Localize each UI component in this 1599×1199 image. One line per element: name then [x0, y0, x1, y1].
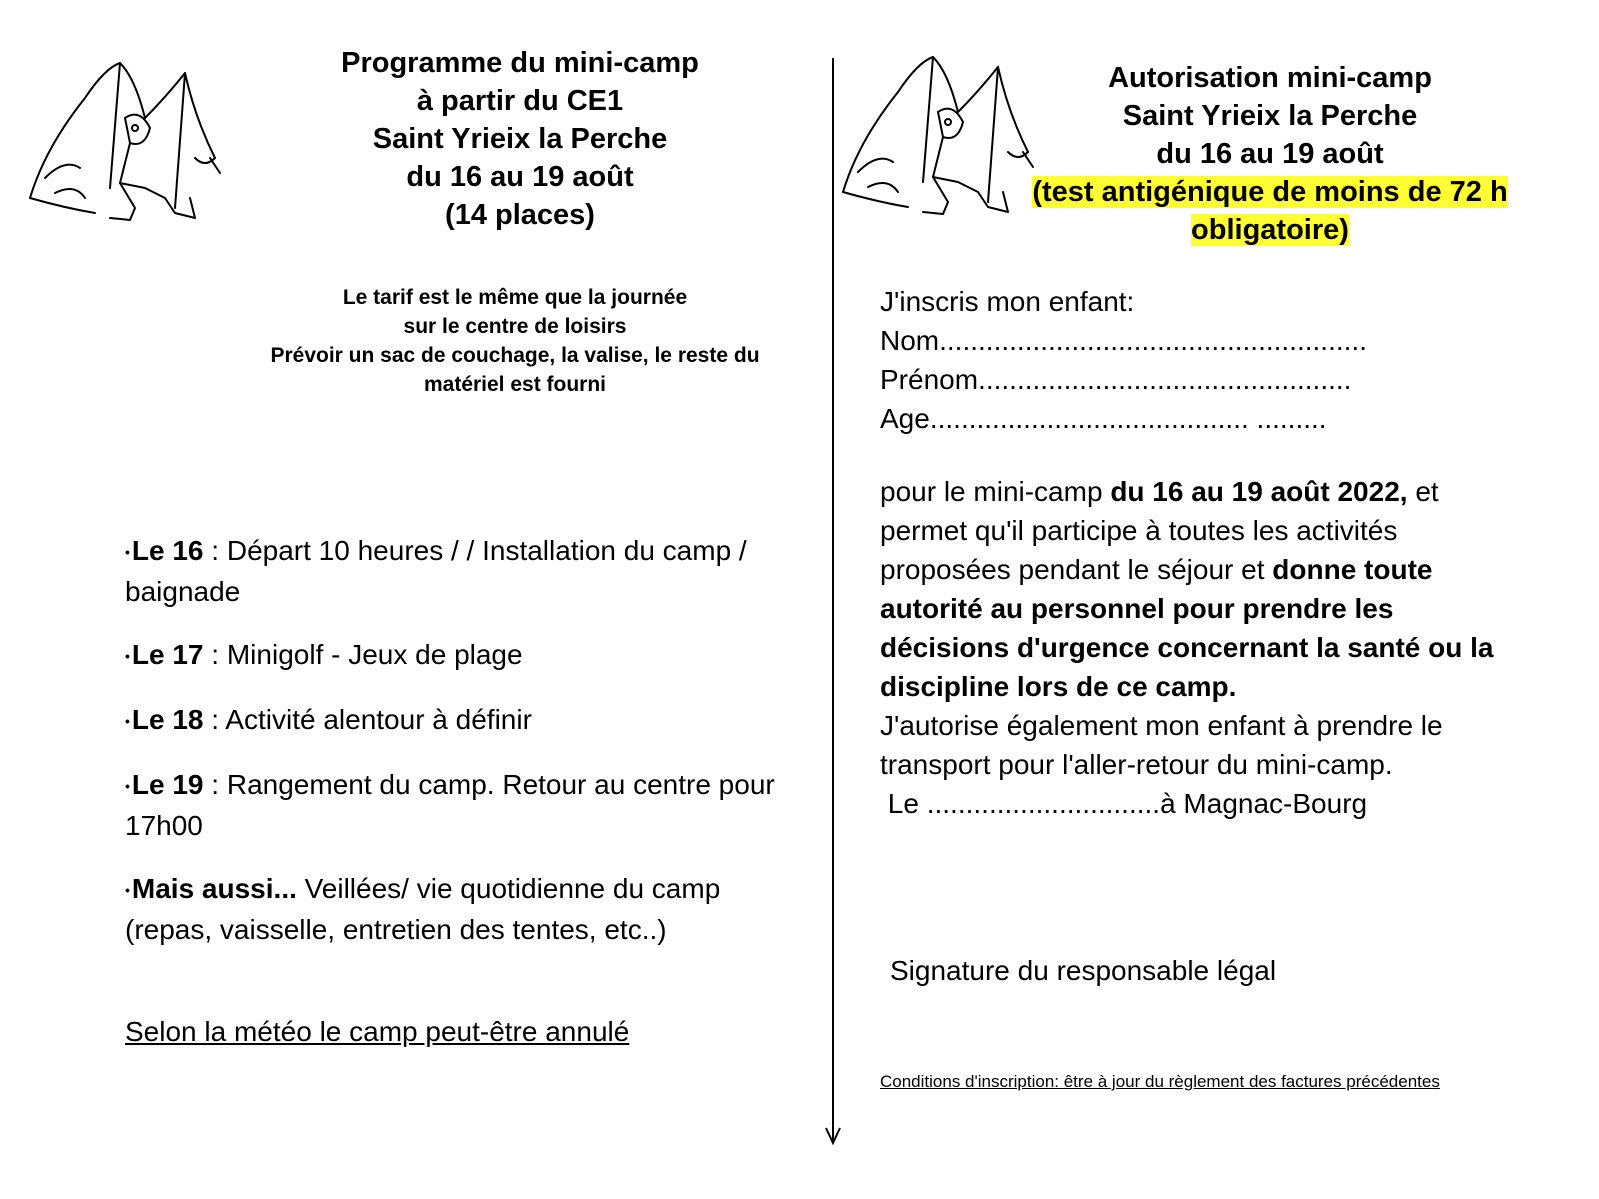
antigen-test-highlight: obligatoire)	[1191, 214, 1349, 246]
program-item-19	[125, 765, 775, 845]
tent-camper-illustration-left	[25, 58, 225, 228]
program-item-17	[125, 635, 775, 676]
program-title-line: (14 places)	[445, 199, 595, 231]
enrollment-fields	[880, 282, 1560, 438]
conditions-note: Conditions d'inscription: être à jour du règlement des factures précédentes	[880, 1072, 1440, 1091]
para-dates: du 16 au 19 août 2022,	[1110, 476, 1408, 507]
program-text: : Activité alentour à définir	[203, 704, 532, 735]
para-text: pour le mini-camp	[880, 476, 1111, 507]
nom-field[interactable]: Nom.......................................................	[880, 325, 1367, 356]
program-title-line: à partir du CE1	[416, 85, 624, 117]
cut-line-divider	[832, 58, 834, 1140]
enroll-label: J'inscris mon enfant:	[880, 286, 1135, 317]
program-title	[230, 44, 810, 234]
bullet-icon: •	[125, 713, 130, 730]
program-item-18	[125, 700, 775, 741]
program-day: Le 18	[131, 704, 204, 735]
program-text: : Minigolf - Jeux de plage	[203, 639, 523, 670]
transport-authorization: J'autorise également mon enfant à prendre le transport pour l'aller-retour du mini-camp.	[880, 710, 1443, 780]
program-day: Le 17	[131, 639, 204, 670]
program-text: : Rangement du camp. Retour au centre pour 17h00	[125, 769, 775, 842]
bullet-icon: •	[125, 544, 130, 561]
program-day: Le 19	[131, 769, 204, 800]
bullet-icon: •	[125, 778, 130, 795]
program-item-extra	[125, 869, 775, 949]
bullet-icon: •	[125, 648, 130, 665]
program-text: : Départ 10 heures / / Installation du camp / baignade	[125, 535, 747, 608]
meteo-note: Selon la météo le camp peut-être annulé	[125, 1016, 630, 1047]
date-place-field[interactable]: Le ..............................à Magnac-Bourg	[880, 788, 1368, 819]
authorization-paragraph	[880, 472, 1520, 823]
program-title-line: Saint Yrieix la Perche	[372, 123, 668, 155]
age-field[interactable]: Age......................................... .........	[880, 403, 1327, 434]
tarif-line: Le tarif est le même que la journée	[342, 286, 688, 309]
authorization-title-line: Saint Yrieix la Perche	[1122, 100, 1418, 132]
tarif-line: sur le centre de loisirs	[403, 315, 627, 338]
para-text: et permet qu'il participe à toutes les activités proposées pendant le séjour et	[880, 476, 1439, 585]
program-title-line: du 16 au 19 août	[406, 161, 634, 193]
authorization-title-line: du 16 au 19 août	[1156, 138, 1384, 170]
tarif-line: Prévoir un sac de couchage, la valise, le reste du	[270, 344, 760, 367]
authorization-title-line: Autorisation mini-camp	[1108, 62, 1432, 94]
para-authority: donne toute autorité au personnel pour prendre les décisions d'urgence concernant la santé ou la discipline lors de ce camp.	[880, 554, 1494, 702]
antigen-test-highlight: (test antigénique de moins de 72 h	[1032, 176, 1508, 208]
arrow-down-icon	[824, 1126, 842, 1146]
tarif-line: matériel est fourni	[423, 373, 607, 396]
program-item-16	[125, 531, 775, 611]
program-text: Veillées/ vie quotidienne du camp (repas, vaisselle, entretien des tentes, etc..)	[125, 873, 721, 946]
prenom-field[interactable]: Prénom................................................	[880, 364, 1352, 395]
program-day: Mais aussi...	[131, 873, 297, 904]
program-title-line: Programme du mini-camp	[341, 47, 699, 79]
tarif-info	[220, 283, 810, 399]
program-day: Le 16	[131, 535, 204, 566]
signature-label: Signature du responsable légal	[890, 955, 1277, 986]
bullet-icon: •	[125, 882, 130, 899]
authorization-title	[1000, 59, 1540, 249]
